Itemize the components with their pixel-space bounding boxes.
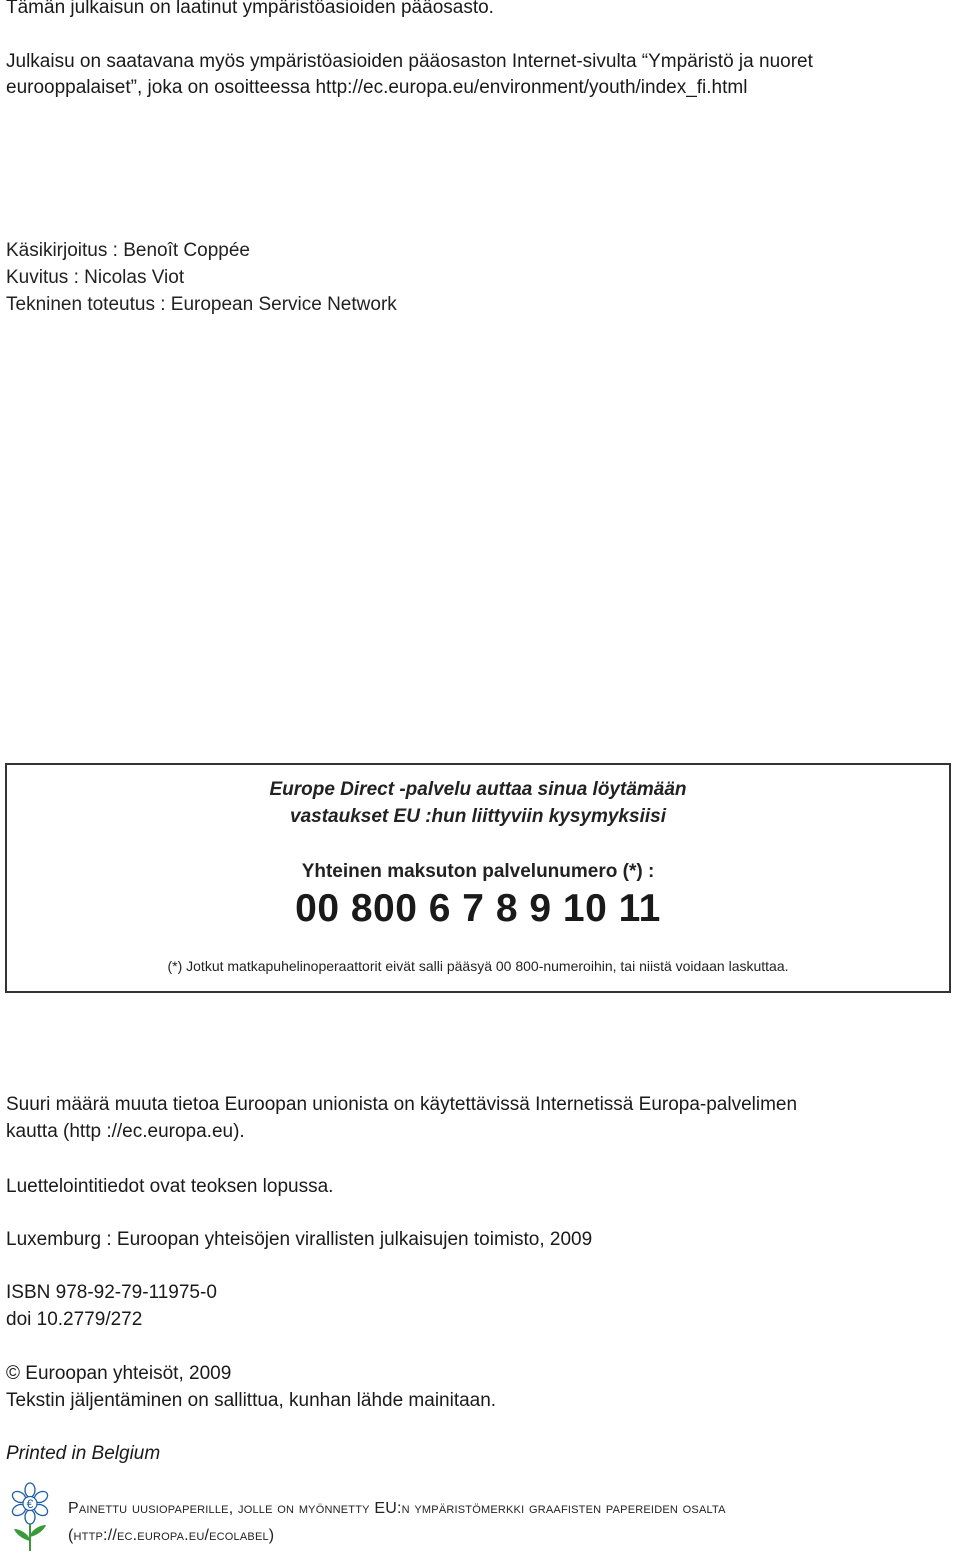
availability-line-2: eurooppalaiset”, joka on osoitteessa http://ec.europa.eu/environment/youth/index_fi.html [6, 77, 748, 98]
europe-direct-slogan-line-2: vastaukset EU :hun liittyviin kysymyksiisi [290, 806, 666, 827]
availability-line-1: Julkaisu on saatavana myös ympäristöasioiden pääosaston Internet-sivulta “Ympäristö ja nuoret [6, 51, 813, 72]
credit-illustrations: Kuvitus : Nicolas Viot [6, 267, 185, 288]
printed-in: Printed in Belgium [6, 1443, 161, 1464]
copyright-line: © Euroopan yhteisöt, 2009 [6, 1363, 232, 1384]
europe-direct-slogan-line-1: Europe Direct -palvelu auttaa sinua löytämään [269, 779, 687, 800]
freephone-footnote: (*) Jotkut matkapuhelinoperaattorit eivät salli pääsyä 00 800-numeroihin, tai niistä voidaan laskuttaa. [167, 958, 789, 974]
freephone-number: 00 800 6 7 8 9 10 11 [295, 887, 661, 930]
europa-info-line-2: kautta (http ://ec.europa.eu). [6, 1121, 245, 1142]
europa-info-line-1: Suuri määrä muuta tietoa Euroopan unionista on käytettävissä Internetissä Europa-palvelimen [6, 1094, 798, 1115]
freephone-label: Yhteinen maksuton palvelunumero (*) : [301, 861, 655, 882]
cataloguing-note: Luettelointitiedot ovat teoksen lopussa. [6, 1176, 334, 1197]
doi: doi 10.2779/272 [6, 1309, 143, 1330]
svg-text:€: € [26, 1497, 34, 1511]
credit-author: Käsikirjoitus : Benoît Coppée [6, 240, 250, 261]
ecolabel-note-line-1: Painettu uusiopaperille, jolle on myönnetty EU:n ympäristömerkki graafisten papereiden osalta [68, 1500, 726, 1517]
isbn: ISBN 978-92-79-11975-0 [6, 1282, 217, 1303]
publisher-line: Luxemburg : Euroopan yhteisöjen virallisten julkaisujen toimisto, 2009 [6, 1229, 593, 1250]
europe-direct-box [5, 763, 951, 993]
reproduction-notice: Tekstin jäljentäminen on sallittua, kunhan lähde mainitaan. [6, 1390, 497, 1411]
eu-ecolabel-flower-icon [8, 1481, 52, 1553]
publisher-dg-line: Tämän julkaisun on laatinut ympäristöasioiden pääosasto. [6, 0, 494, 18]
credit-production: Tekninen toteutus : European Service Network [6, 294, 397, 315]
ecolabel-note-line-2: (http://ec.europa.eu/ecolabel) [68, 1527, 275, 1544]
